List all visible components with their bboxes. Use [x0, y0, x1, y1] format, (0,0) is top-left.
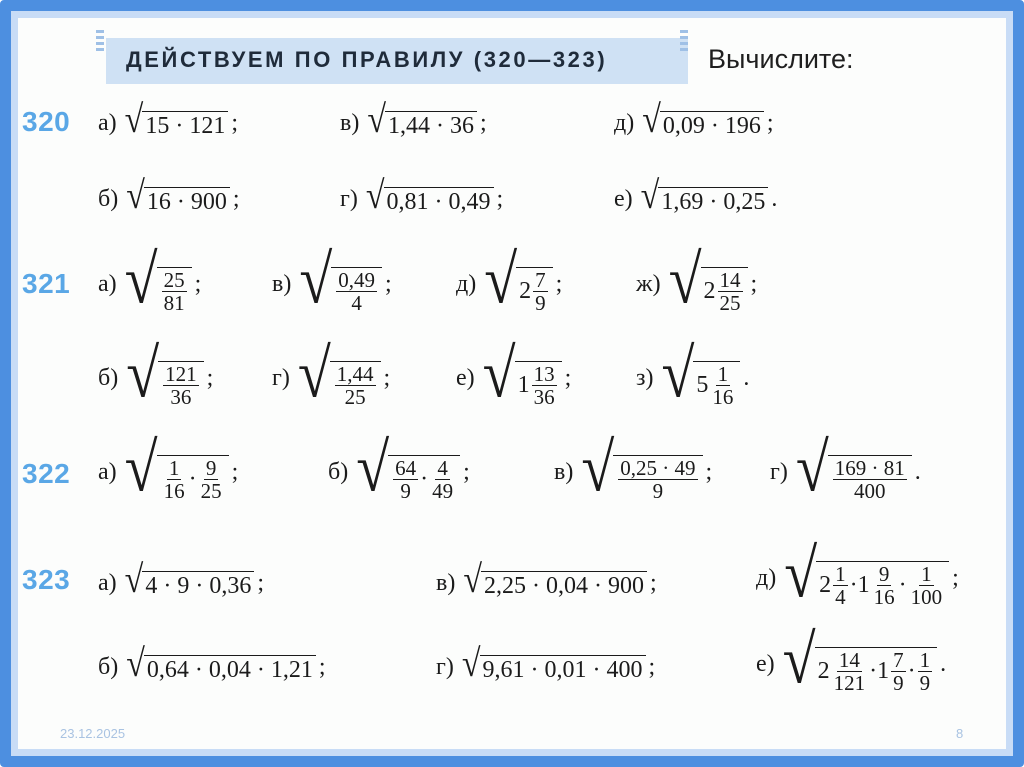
- numerator: 1: [921, 561, 932, 586]
- radicand: 2 $\frac{1}{4}$ · 1 $\frac{9}{16}$ · $\frac{1}{100}$: [816, 561, 949, 608]
- item-label: б): [98, 185, 119, 212]
- numerator: 4: [437, 455, 448, 480]
- square-root: √ 2 $\frac{7}{9}$: [484, 254, 552, 314]
- square-root: √ 2 $\frac{14}{121}$ · 1 $\frac{7}{9}$ · $\frac{1}{9}$: [783, 634, 937, 694]
- fraction: [872, 563, 897, 608]
- square-root: √ 0,64 · 0,04 · 1,21: [126, 650, 316, 684]
- whole-part: 2: [817, 657, 830, 684]
- radicand: [515, 361, 562, 408]
- whole-part: 1: [857, 571, 870, 598]
- square-root: √ 2 $\frac{1}{4}$ · 1 $\frac{9}{16}$ · $\frac{1}{100}$: [784, 548, 949, 608]
- square-root: √ 4 · 9 · 0,36: [125, 566, 255, 600]
- whole-part: 5: [696, 371, 709, 398]
- item-label: г): [436, 653, 454, 680]
- denominator: 16: [873, 584, 895, 609]
- radicand: [331, 267, 382, 314]
- fraction: [833, 457, 907, 502]
- item-321-d: [456, 241, 563, 318]
- numerator: 1: [835, 561, 846, 586]
- punctuation: .: [743, 364, 750, 391]
- punctuation: ;: [766, 109, 774, 136]
- fraction: [162, 457, 187, 502]
- item-label: б): [328, 458, 349, 485]
- radicand: [613, 455, 702, 502]
- numerator: 9: [878, 561, 890, 586]
- item-321-a: [98, 241, 202, 318]
- section-header: [106, 38, 688, 84]
- punctuation: ;: [564, 364, 572, 391]
- punctuation: ;: [231, 458, 239, 485]
- radicand: [516, 267, 553, 314]
- denominator: 9: [535, 290, 546, 315]
- radicand: 0,09 · 196: [660, 111, 764, 140]
- fraction: [163, 363, 199, 408]
- radicand: [701, 267, 748, 314]
- fraction: [618, 457, 697, 502]
- radicand: $\frac{1}{16}$ · $\frac{9}{25}$: [157, 455, 229, 502]
- radicand: $\frac{64}{9}$ · $\frac{4}{49}$: [388, 455, 460, 502]
- item-321-zh: [636, 241, 758, 318]
- denominator: 36: [533, 384, 555, 409]
- footer-date: 23.12.2025: [60, 726, 126, 741]
- punctuation: ;: [206, 364, 214, 391]
- exercise-number-323: 323: [22, 564, 71, 595]
- numerator: 1: [919, 647, 931, 672]
- item-321-e: [456, 335, 572, 412]
- item-321-b: [98, 335, 214, 412]
- denominator: 25: [200, 478, 222, 503]
- item-label: а): [98, 569, 117, 596]
- denominator: 400: [854, 478, 886, 503]
- punctuation: ;: [318, 653, 326, 680]
- square-root: √ 1 $\frac{13}{36}$: [483, 348, 562, 408]
- denominator: 49: [432, 478, 454, 503]
- fraction: [430, 457, 455, 502]
- square-root: √ $\frac{169 \cdot 81}{400}$: [796, 442, 912, 502]
- fraction: [162, 269, 187, 314]
- square-root: √ $\frac{0,49}{4}$: [299, 254, 382, 314]
- item-320-g: [340, 174, 504, 218]
- denominator: 4: [835, 584, 846, 609]
- denominator: 9: [400, 478, 411, 503]
- square-root: √ 9,61 · 0,01 · 400: [462, 650, 646, 684]
- radicand: 2 $\frac{14}{121}$ · 1 $\frac{7}{9}$ · $\frac{1}{9}$: [815, 647, 938, 694]
- punctuation: ;: [463, 458, 470, 485]
- item-label: в): [340, 109, 360, 136]
- punctuation: ;: [649, 569, 657, 596]
- punctuation: ;: [231, 109, 238, 136]
- punctuation: ;: [555, 270, 563, 297]
- square-root: √ $\frac{25}{81}$: [125, 254, 192, 314]
- item-322-b: [328, 429, 470, 506]
- radicand: [157, 267, 192, 314]
- item-321-z: [636, 335, 750, 412]
- numerator: 169 · 81: [834, 455, 905, 480]
- denominator: 9: [893, 670, 904, 695]
- square-root: √ 1,69 · 0,25: [641, 182, 769, 216]
- fraction: [918, 649, 933, 694]
- radicand: 9,61 · 0,01 · 400: [480, 655, 646, 684]
- radicand: [330, 361, 381, 408]
- item-320-v: [340, 98, 487, 142]
- radicand: 15 · 121: [142, 111, 228, 140]
- punctuation: ;: [232, 185, 240, 212]
- item-label: е): [614, 185, 633, 212]
- radicand: [693, 361, 740, 408]
- numerator: 7: [893, 647, 904, 672]
- slide: [18, 18, 1006, 749]
- radicand: 16 · 900: [144, 187, 230, 216]
- exercise-number-320: 320: [22, 106, 71, 137]
- square-root: √ $\frac{0,25 \cdot 49}{9}$: [581, 442, 702, 502]
- item-322-v: [554, 429, 713, 506]
- square-root: √ 1,44 · 36: [367, 106, 477, 140]
- item-label: б): [98, 653, 119, 680]
- punctuation: ;: [257, 569, 264, 596]
- square-root: √ 5 $\frac{1}{16}$: [661, 348, 740, 408]
- denominator: 25: [344, 384, 366, 409]
- item-label: з): [636, 364, 654, 391]
- instruction-text: Вычислите:: [708, 44, 854, 74]
- fraction: [336, 269, 377, 314]
- denominator: 9: [652, 478, 664, 503]
- radicand: [158, 361, 204, 408]
- item-323-d: [756, 535, 959, 612]
- item-label: а): [98, 270, 117, 297]
- item-label: г): [340, 185, 358, 212]
- item-323-b: [98, 642, 326, 686]
- item-322-a: [98, 429, 239, 506]
- punctuation: ;: [750, 270, 758, 297]
- fraction: [533, 269, 548, 314]
- numerator: 1: [168, 455, 180, 480]
- item-label: г): [272, 364, 290, 391]
- exercise-number-321: 321: [22, 268, 71, 299]
- item-label: ж): [636, 270, 661, 297]
- punctuation: ;: [385, 270, 392, 297]
- item-label: е): [456, 364, 475, 391]
- denominator: 4: [351, 290, 362, 315]
- denominator: 81: [163, 290, 185, 315]
- fraction: [891, 649, 906, 694]
- square-root: √ 2 $\frac{14}{25}$: [669, 254, 748, 314]
- numerator: 7: [535, 267, 546, 292]
- denominator: 16: [163, 478, 185, 503]
- punctuation: ;: [480, 109, 487, 136]
- punctuation: .: [914, 458, 921, 485]
- fraction: [393, 457, 418, 502]
- item-323-g: [436, 642, 656, 686]
- denominator: 9: [919, 670, 931, 695]
- numerator: 13: [533, 361, 555, 386]
- punctuation: ;: [496, 185, 504, 212]
- radicand: 2,25 · 0,04 · 900: [481, 571, 647, 600]
- item-label: д): [456, 270, 477, 297]
- square-root: √ $\frac{121}{36}$: [126, 348, 203, 408]
- item-label: е): [756, 650, 775, 677]
- square-root: √ 0,81 · 0,49: [366, 182, 494, 216]
- radicand: 1,69 · 0,25: [658, 187, 768, 216]
- item-label: а): [98, 109, 117, 136]
- item-label: д): [756, 564, 777, 591]
- item-label: д): [614, 109, 635, 136]
- numerator: 64: [395, 455, 417, 480]
- punctuation: ;: [952, 564, 959, 591]
- square-root: √ 2,25 · 0,04 · 900: [463, 566, 647, 600]
- numerator: 0,49: [338, 267, 376, 292]
- fraction: [909, 563, 945, 608]
- whole-part: 2: [819, 571, 832, 598]
- item-323-e: [756, 621, 947, 698]
- radicand: 1,44 · 36: [385, 111, 477, 140]
- denominator: 25: [719, 290, 741, 315]
- header-dots-left: [96, 30, 104, 52]
- square-root: √ 16 · 900: [126, 182, 230, 216]
- whole-part: 2: [703, 277, 716, 304]
- item-323-v: [436, 558, 657, 602]
- item-320-a: [98, 98, 238, 142]
- square-root: √ $\frac{1,44}{25}$: [298, 348, 381, 408]
- square-root: √ 15 · 121: [125, 106, 229, 140]
- radicand: [828, 455, 912, 502]
- punctuation: ;: [648, 653, 656, 680]
- radicand: 4 · 9 · 0,36: [142, 571, 254, 600]
- punctuation: .: [771, 185, 778, 212]
- numerator: 25: [163, 267, 185, 292]
- item-label: в): [554, 458, 574, 485]
- punctuation: ;: [705, 458, 713, 485]
- numerator: 1,44: [336, 361, 374, 386]
- fraction: [833, 563, 848, 608]
- numerator: 14: [719, 267, 741, 292]
- exercise-number-322: 322: [22, 458, 71, 489]
- punctuation: ;: [194, 270, 202, 297]
- numerator: 14: [838, 647, 860, 672]
- item-320-e: [614, 174, 778, 218]
- header-dots-right: [680, 30, 688, 52]
- fraction: [718, 269, 743, 314]
- denominator: 100: [910, 584, 943, 609]
- item-322-g: [770, 429, 921, 506]
- fraction: [335, 363, 376, 408]
- punctuation: ;: [383, 364, 391, 391]
- fraction: [710, 363, 735, 408]
- numerator: 1: [717, 361, 729, 386]
- numerator: 0,25 · 49: [620, 455, 696, 480]
- item-321-g: [272, 335, 391, 412]
- item-label: г): [770, 458, 788, 485]
- square-root: √ 0,09 · 196: [642, 106, 764, 140]
- item-label: в): [272, 270, 292, 297]
- whole-part: 1: [517, 371, 530, 398]
- fraction: [532, 363, 557, 408]
- section-caption: ДЕЙСТВУЕМ ПО ПРАВИЛУ (320—323): [126, 47, 608, 72]
- item-321-v: [272, 241, 392, 318]
- fraction: [199, 457, 224, 502]
- numerator: 121: [165, 361, 197, 386]
- item-label: а): [98, 458, 117, 485]
- fraction: [832, 649, 868, 694]
- item-323-a: [98, 558, 264, 602]
- item-label: в): [436, 569, 456, 596]
- whole-part: 2: [519, 277, 532, 304]
- whole-part: 1: [877, 657, 890, 684]
- square-root: √ $\frac{1}{16}$ · $\frac{9}{25}$: [125, 442, 229, 502]
- item-320-d: [614, 98, 774, 142]
- square-root: √ $\frac{64}{9}$ · $\frac{4}{49}$: [356, 442, 460, 502]
- numerator: 9: [205, 455, 217, 480]
- denominator: 36: [170, 384, 192, 409]
- item-label: б): [98, 364, 119, 391]
- item-320-b: [98, 174, 240, 218]
- denominator: 16: [712, 384, 734, 409]
- denominator: 121: [833, 670, 866, 695]
- footer-page-number: 8: [956, 726, 964, 741]
- punctuation: .: [940, 650, 947, 677]
- radicand: 0,81 · 0,49: [384, 187, 494, 216]
- radicand: 0,64 · 0,04 · 1,21: [144, 655, 316, 684]
